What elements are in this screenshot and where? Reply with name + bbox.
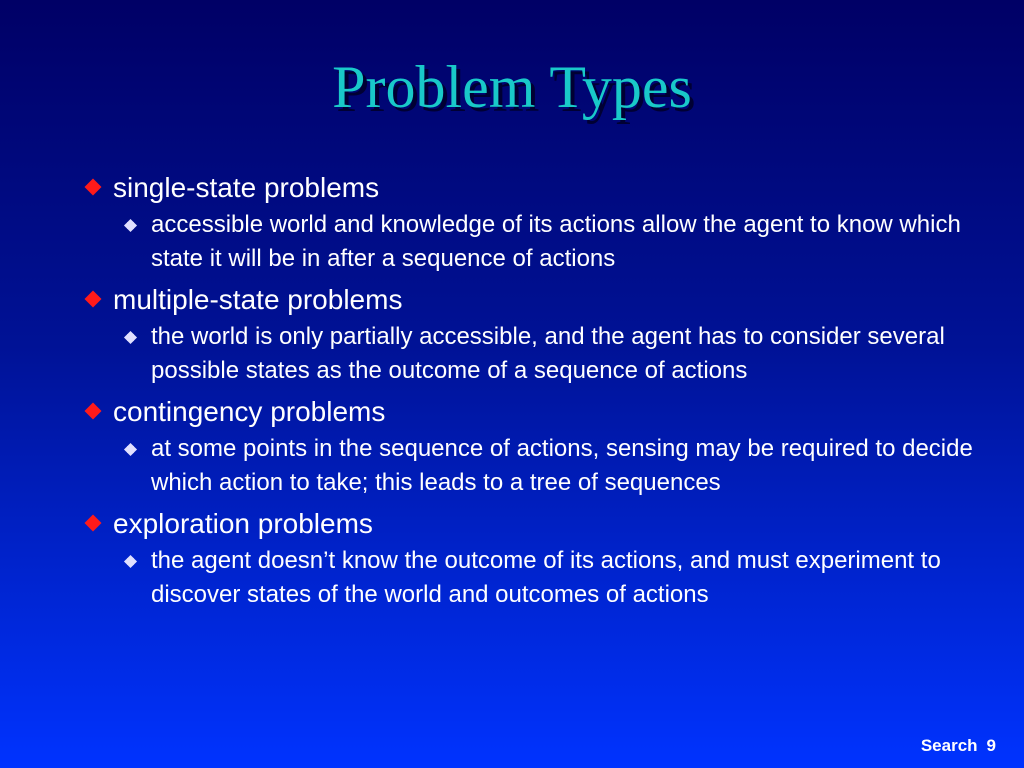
bullet-label: exploration problems [113, 508, 373, 539]
sub-bullet-text: at some points in the sequence of actions, sensing may be required to decide which action to take; this leads to a tree of sequences [151, 435, 973, 496]
four-diamond-bullet-icon [125, 556, 137, 568]
diamond-bullet-icon [85, 403, 102, 420]
diamond-bullet-icon [85, 179, 102, 196]
bullet-item-multiple-state [82, 280, 1012, 320]
bullet-item-contingency [82, 392, 1012, 432]
bullet-list [82, 168, 1012, 612]
sub-bullet-contingency [151, 432, 1011, 500]
diamond-bullet-icon [85, 515, 102, 532]
sub-bullet-text: accessible world and knowledge of its actions allow the agent to know which state it will be in after a sequence of actions [151, 211, 961, 272]
footer-section: Search [920, 736, 978, 755]
sub-bullet-multiple-state [151, 320, 1011, 388]
bullet-item-single-state [82, 168, 1012, 208]
sub-bullet-single-state [151, 208, 1011, 276]
slide-title: Problem Types [332, 54, 692, 120]
four-diamond-bullet-icon [125, 220, 137, 232]
sub-bullet-text: the world is only partially accessible, and the agent has to consider several possible states as the outcome of a sequence of actions [151, 323, 945, 384]
bullet-label: contingency problems [113, 396, 386, 427]
slide-footer [921, 736, 996, 756]
bullet-item-exploration [82, 504, 1012, 544]
four-diamond-bullet-icon [125, 444, 137, 456]
page-number: 9 [986, 736, 996, 755]
sub-bullet-text: the agent doesn’t know the outcome of its actions, and must experiment to discover states of the world and outcomes of actions [151, 547, 941, 608]
four-diamond-bullet-icon [125, 332, 137, 344]
diamond-bullet-icon [85, 291, 102, 308]
bullet-label: single-state problems [113, 172, 380, 203]
sub-bullet-exploration [151, 544, 1011, 612]
bullet-label: multiple-state problems [113, 284, 403, 315]
